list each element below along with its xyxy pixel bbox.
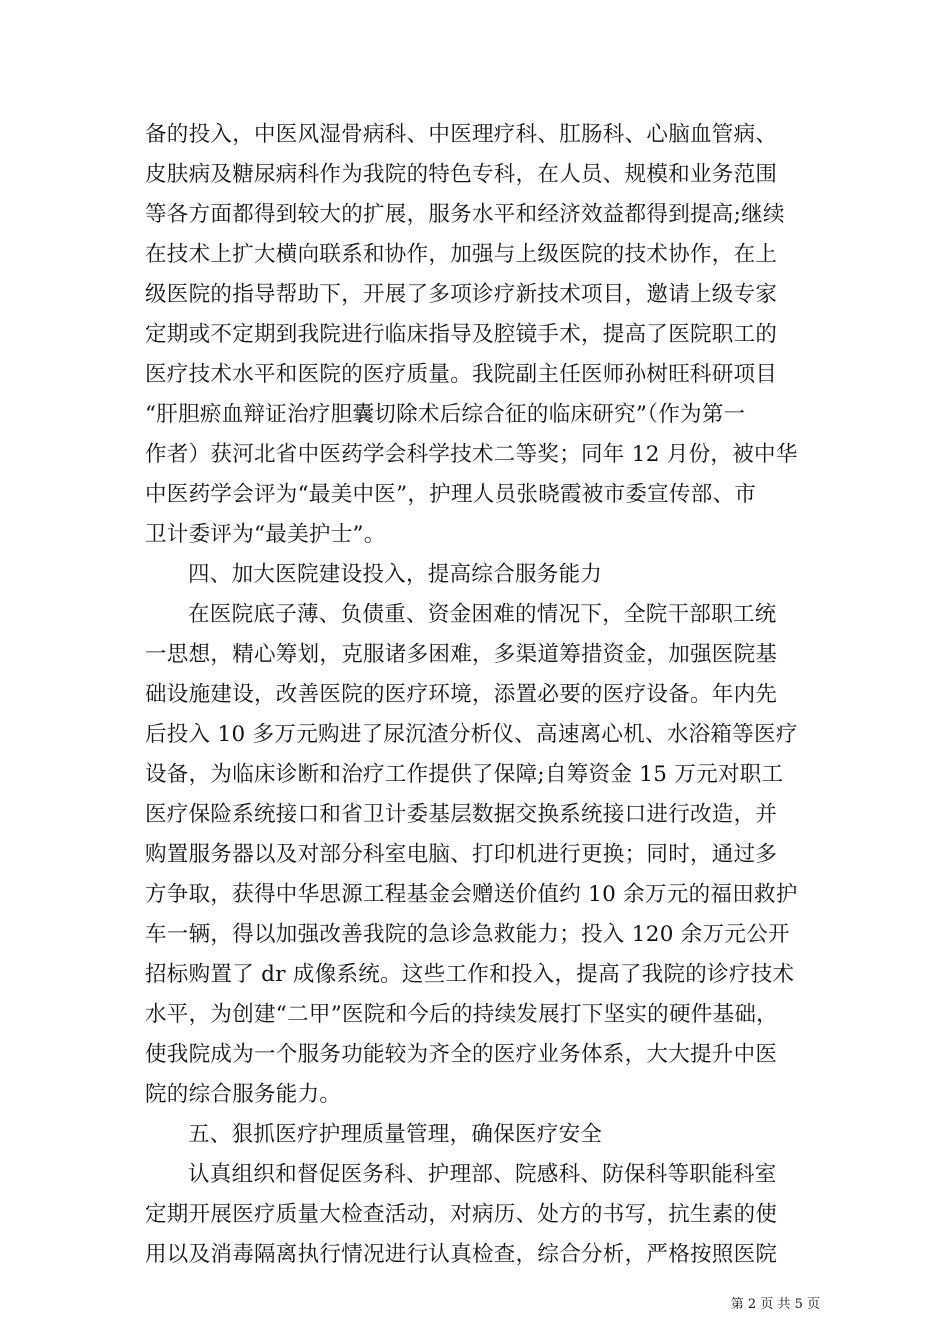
page-number: 第 2 页 共 5 页 xyxy=(730,1297,820,1312)
body-line: 车一辆，得以加强改善我院的急诊急救能力；投入 120 余万元公开 xyxy=(145,922,790,947)
section-heading: 五、狠抓医疗护理质量管理，确保医疗安全 xyxy=(188,1122,603,1147)
body-line: 中医药学会评为“最美中医”，护理人员张晓霞被市委宣传部、市 xyxy=(145,482,757,507)
body-line: 后投入 10 多万元购进了尿沉渣分析仪、高速离心机、水浴箱等医疗 xyxy=(145,722,798,747)
body-line: 招标购置了 dr 成像系统。这些工作和投入，提高了我院的诊疗技术 xyxy=(145,962,795,987)
body-line: 医疗技术水平和医院的医疗质量。我院副主任医师孙树旺科研项目 xyxy=(145,362,778,387)
body-line: “肝胆瘀血辩证治疗胆囊切除术后综合征的临床研究”（作为第一 xyxy=(145,402,746,427)
body-line: 设备，为临床诊断和治疗工作提供了保障;自筹资金 15 万元对职工 xyxy=(145,762,784,787)
body-line: 购置服务器以及对部分科室电脑、打印机进行更换；同时，通过多 xyxy=(145,842,778,867)
body-line: 用以及消毒隔离执行情况进行认真检查，综合分析，严格按照医院 xyxy=(145,1242,778,1267)
body-line: 使我院成为一个服务功能较为齐全的医疗业务体系，大大提升中医 xyxy=(145,1042,778,1067)
body-line: 等各方面都得到较大的扩展，服务水平和经济效益都得到提高;继续 xyxy=(145,202,785,227)
body-line: 级医院的指导帮助下，开展了多项诊疗新技术项目，邀请上级专家 xyxy=(145,282,778,307)
body-line: 认真组织和督促医务科、护理部、院感科、防保科等职能科室 xyxy=(188,1162,777,1187)
section-heading: 四、加大医院建设投入，提高综合服务能力 xyxy=(188,562,603,587)
body-line: 皮肤病及糖尿病科作为我院的特色专科，在人员、规模和业务范围 xyxy=(145,162,778,187)
body-line: 定期开展医疗质量大检查活动，对病历、处方的书写，抗生素的使 xyxy=(145,1202,778,1227)
body-line: 在技术上扩大横向联系和协作，加强与上级医院的技术协作，在上 xyxy=(145,242,778,267)
body-line: 一思想，精心筹划，克服诸多困难，多渠道筹措资金，加强医院基 xyxy=(145,642,778,667)
body-line: 作者）获河北省中医药学会科学技术二等奖；同年 12 月份，被中华 xyxy=(145,442,798,467)
body-line: 在医院底子薄、负债重、资金困难的情况下，全院干部职工统 xyxy=(188,602,777,627)
body-line: 院的综合服务能力。 xyxy=(145,1082,342,1107)
body-line: 医疗保险系统接口和省卫计委基层数据交换系统接口进行改造，并 xyxy=(145,802,778,827)
body-line: 卫计委评为“最美护士”。 xyxy=(145,522,386,547)
body-line: 水平，为创建“二甲”医院和今后的持续发展打下坚实的硬件基础， xyxy=(145,1002,778,1027)
body-line: 方争取，获得中华思源工程基金会赠送价值约 10 余万元的福田救护 xyxy=(145,882,798,907)
body-line: 备的投入，中医风湿骨病科、中医理疗科、肛肠科、心脑血管病、 xyxy=(145,122,778,147)
body-line: 定期或不定期到我院进行临床指导及腔镜手术，提高了医院职工的 xyxy=(145,322,778,347)
body-line: 础设施建设，改善医院的医疗环境，添置必要的医疗设备。年内先 xyxy=(145,682,778,707)
